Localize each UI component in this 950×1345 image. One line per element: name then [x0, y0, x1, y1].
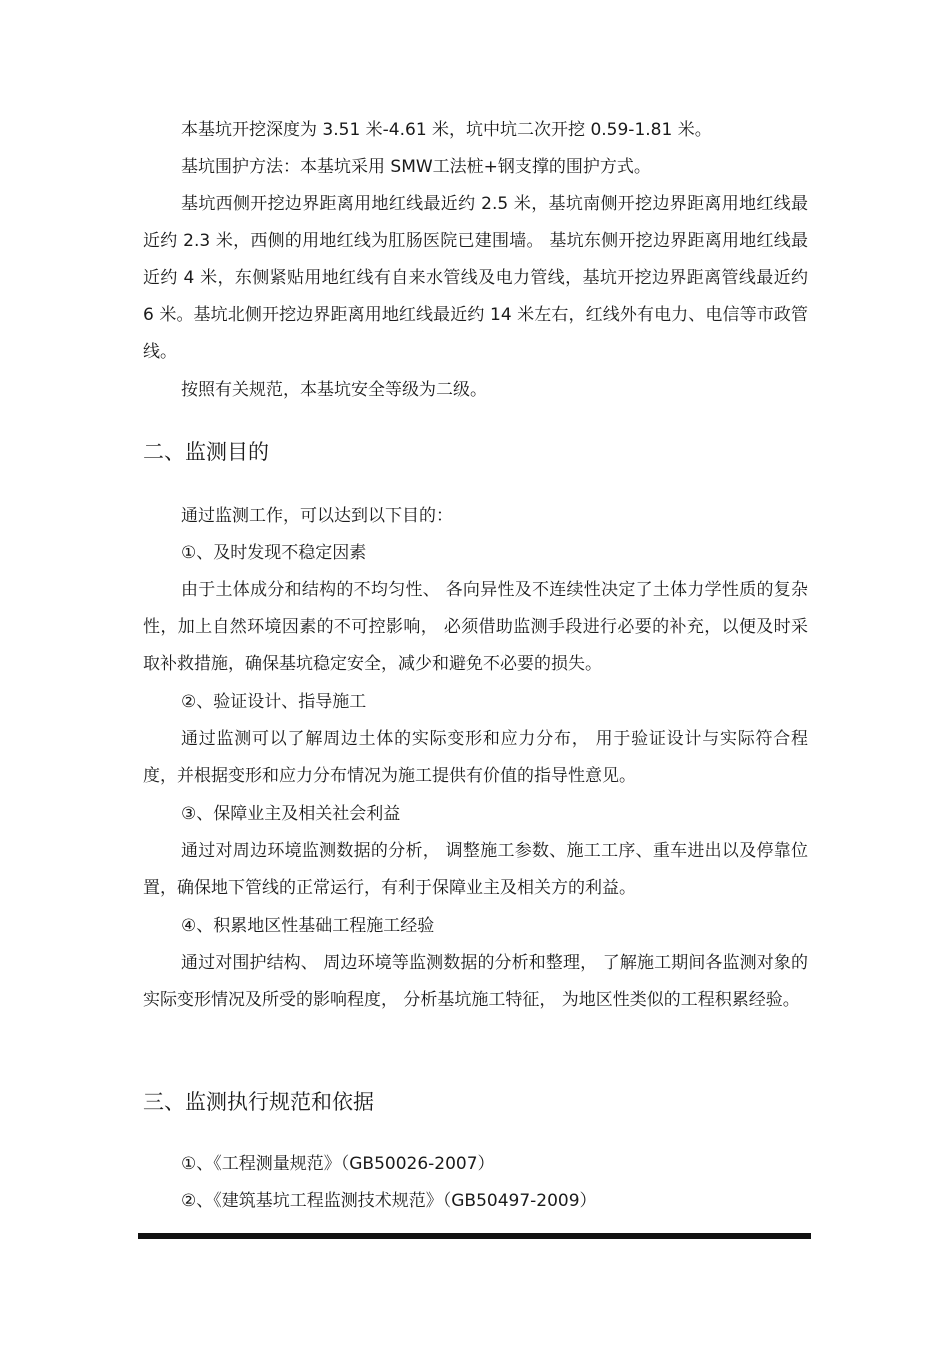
purpose-item-1-title: ①、及时发现不稳定因素	[181, 543, 367, 563]
purpose-item-2-body: 通过监测可以了解周边土体的实际变形和应力分布， 用于验证设计与实际符合程度，并根据变形和应力分布情况为施工提供有价值的指导性意见。	[143, 729, 808, 786]
paragraph-safety-grade: 按照有关规范，本基坑安全等级为二级。	[181, 380, 487, 400]
paragraph-retaining-method: 基坑围护方法：本基坑采用 SMW工法桩+钢支撑的围护方式。	[181, 157, 651, 177]
page-bottom-rule	[138, 1233, 811, 1239]
purpose-item-3-body: 通过对周边环境监测数据的分析， 调整施工参数、施工工序、重车进出以及停靠位置，确保地下管线的正常运行，有利于保障业主及相关方的利益。	[143, 841, 808, 898]
purpose-item-2-title: ②、验证设计、指导施工	[181, 692, 367, 712]
paragraph-boundary-distances: 基坑西侧开挖边界距离用地红线最近约 2.5 米，基坑南侧开挖边界距离用地红线最近约 2.3 米，西侧的用地红线为肛肠医院已建围墙。 基坑东侧开挖边界距离用地红线最近约 4 米，东侧紧贴用地红线有自来水管线及电力管线，基坑开挖边界距离管线最近约 6 米。基坑北侧开挖边界距离用地红线最近约 14 米左右，红线外有电力、电信等市政管线。	[143, 194, 808, 362]
purpose-item-3-title: ③、保障业主及相关社会利益	[181, 804, 401, 824]
paragraph-excavation-depth: 本基坑开挖深度为 3.51 米-4.61 米，坑中坑二次开挖 0.59-1.81 米。	[181, 120, 712, 140]
purpose-item-4-title: ④、积累地区性基础工程施工经验	[181, 916, 435, 936]
purpose-item-1-body: 由于土体成分和结构的不均匀性、 各向异性及不连续性决定了土体力学性质的复杂性，加上自然环境因素的不可控影响， 必须借助监测手段进行必要的补充，以便及时采取补救措施，确保基坑稳定安全，减少和避免不必要的损失。	[143, 580, 808, 674]
standard-reference-1: ①、《工程测量规范》（GB50026-2007）	[181, 1154, 495, 1174]
section-heading-standards: 三、监测执行规范和依据	[143, 1090, 374, 1114]
purpose-item-4-body: 通过对围护结构、 周边环境等监测数据的分析和整理， 了解施工期间各监测对象的实际变形情况及所受的影响程度， 分析基坑施工特征， 为地区性类似的工程积累经验。	[143, 953, 808, 1010]
section-heading-monitoring-purpose: 二、监测目的	[143, 440, 269, 464]
standard-reference-2: ②、《建筑基坑工程监测技术规范》（GB50497-2009）	[181, 1191, 597, 1211]
paragraph-purpose-lead: 通过监测工作，可以达到以下目的：	[181, 506, 453, 526]
